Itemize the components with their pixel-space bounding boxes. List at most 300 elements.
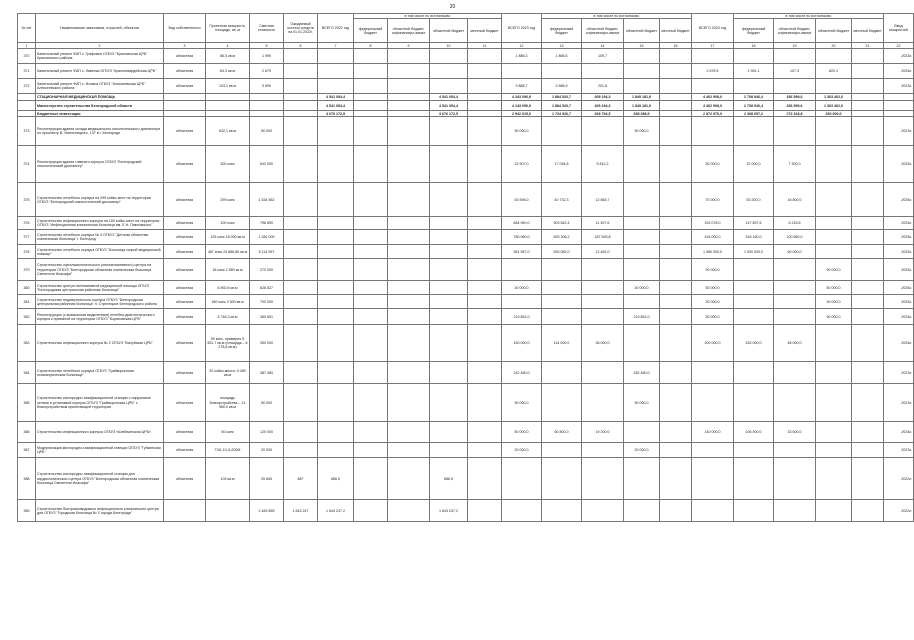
cell-regional-2024 [816,500,852,522]
cell-regional-2023 [624,49,660,64]
cell-total-2023: 150 000,0 [502,325,542,362]
cell-capacity: 50 коек [206,422,250,443]
cell-regional-2022 [430,230,468,245]
cell-federal-2023: 530 082,0 [542,245,582,259]
cell-commissioning-year: 2025г. [884,295,914,309]
cell-total-2023 [502,500,542,522]
header-cell: областной бюджет, софинансиро-вание [582,19,624,43]
cell-capacity: 160 коек 3 500 кв.м [206,295,250,309]
cell-local-2023 [660,245,692,259]
cell-row-number: 379 [18,259,36,281]
cell-regional-2024: 620,1 [816,64,852,79]
table-row [18,281,914,295]
cell-regional-2023: 182 480,0 [624,362,660,384]
cell-regional-2024: 50 000,0 [816,309,852,325]
cell-cofinancing-2024 [774,458,816,500]
cell-total-2022 [318,362,354,384]
cell-regional-2022 [430,79,468,94]
cell-total-2022: 4 541 054,4 [318,101,354,111]
cell-total-2023: 780 960,0 [502,230,542,245]
cell-ownership: областная [164,49,206,64]
cell-federal-2024: 316 160,0 [734,230,774,245]
cell-federal-2023 [542,384,582,422]
cell-federal-2022 [354,458,388,500]
cell-object-name: Строительство офтальмологического (онкопалиативного) центра на территории ОГБУЗ "Белгородская областная клиническая больница Святителя Иоасафа" [36,259,164,281]
cell-cofinancing-2023: 36 000,0 [582,325,624,362]
cell-federal-2024: 106 400,0 [734,422,774,443]
cell-total-2024 [692,500,734,522]
cell-remaining-funds [284,295,318,309]
cell-regional-2022 [430,325,468,362]
cell-regional-2022 [430,362,468,384]
cell-federal-2024: 147 837,6 [734,217,774,230]
header-cell: местный бюджет [468,19,502,43]
table-row [18,325,914,362]
cell-cofinancing-2022 [388,281,430,295]
cell-federal-2023: 1 866,6 [542,49,582,64]
cell-total-2022 [318,325,354,362]
cell-local-2022 [468,384,502,422]
cell-federal-2023 [542,259,582,281]
cell-federal-2022 [354,500,388,522]
cell-federal-2022 [354,384,388,422]
cell-federal-2022 [354,309,388,325]
cell-cofinancing-2023: 5 812,2 [582,146,624,183]
cell-capacity [206,500,250,522]
cell-local-2022 [468,500,502,522]
cell-row-number: 388 [18,458,36,500]
cell-local-2024 [852,325,884,362]
cell-local-2022 [468,79,502,94]
cell-cofinancing-2022 [388,245,430,259]
column-number: 15 [624,43,660,49]
cell-total-2023: 50 000,0 [502,384,542,422]
cell-federal-2022 [354,49,388,64]
cell-ownership: областная [164,325,206,362]
header-cell: ВСЕГО 2024 год [692,14,734,43]
cell-regional-2024: 90 000,0 [816,259,852,281]
cell-regional-2024: 1 363 462,0 [816,101,852,111]
cell-estimated-cost: 1 282 000 [250,230,284,245]
cell-total-2023: 20 000,0 [502,443,542,458]
cell-federal-2024 [734,500,774,522]
cell-total-2023: 219 852,0 [502,309,542,325]
cell-regional-2022 [430,259,468,281]
cell-regional-2024 [816,384,852,422]
cell-ownership: областная [164,458,206,500]
cell-local-2024 [852,458,884,500]
cell-federal-2023: 17 094,8 [542,146,582,183]
cell-total-2024 [692,384,734,422]
cell-regional-2022 [430,217,468,230]
cell-local-2023 [660,259,692,281]
cell-capacity: 632,1 кв.м [206,117,250,146]
cell-total-2023: 4 143 096,9 [502,101,542,111]
cell-capacity: 6 892,6 кв.м [206,281,250,295]
cell-cofinancing-2023 [582,500,624,522]
cell-cofinancing-2022 [388,117,430,146]
cell-federal-2024 [734,443,774,458]
cell-regional-2024 [816,183,852,217]
cell-cofinancing-2024: 60 000,0 [774,245,816,259]
table-row [18,79,914,94]
cell-capacity: 18 коек 2 580 кв.м [206,259,250,281]
cell-federal-2022 [354,217,388,230]
cell-cofinancing-2022 [388,230,430,245]
cell-federal-2022 [354,183,388,217]
cell-cofinancing-2024 [774,117,816,146]
cell-remaining-funds [284,259,318,281]
cell-regional-2023 [624,259,660,281]
cell-ownership: областная [164,295,206,309]
cell-commissioning-year: 2025г. [884,230,914,245]
cell-total-2024: 4 462 908,0 [692,101,734,111]
cell-local-2023 [660,443,692,458]
cell-federal-2023 [542,443,582,458]
cell-local-2023 [660,295,692,309]
cell-cofinancing-2022 [388,422,430,443]
column-number: 18 [734,43,774,49]
column-number: 6 [284,43,318,49]
cell-cofinancing-2023: 12 863,7 [582,183,624,217]
cell-cofinancing-2024: 272 318,8 [774,111,816,117]
cell-commissioning-year: 2024г. [884,64,914,79]
cell-local-2024 [852,64,884,79]
cell-total-2024: 2 872 976,0 [692,111,734,117]
cell-total-2023: 561 567,0 [502,245,542,259]
header-cell: федеральный бюджет [354,19,388,43]
cell-row-number: 370 [18,49,36,64]
cell-federal-2023 [542,458,582,500]
cell-regional-2023: 1 849 181,9 [624,101,660,111]
cell-total-2023 [502,64,542,79]
cell-estimated-cost: 1 534 562 [250,183,284,217]
cell-ownership: областная [164,245,206,259]
cell-cofinancing-2023 [582,117,624,146]
table-row [18,217,914,230]
cell-regional-2024 [816,117,852,146]
cell-commissioning-year: 2023г. [884,443,914,458]
cell-regional-2023 [624,79,660,94]
cell-cofinancing-2023: 187 593,8 [582,230,624,245]
cell-total-2024: 200 000,0 [692,325,734,362]
cell-commissioning-year: 2025г. [884,183,914,217]
column-number: 1 [18,43,36,49]
cell-cofinancing-2022 [388,309,430,325]
cell-object-name: Строительство педиатрического корпуса ОГБУЗ "Белгородская центральная районная больница" п. Стрелецкое Белгородского района [36,295,164,309]
cell-ownership: областная [164,384,206,422]
cell-row-number: 373 [18,117,36,146]
cell-total-2023: 22 907,0 [502,146,542,183]
cell-object-name: Строительство быстровозводимого инфекционного клинического центра для ОГБУЗ "Городская больница № 2 города Белгорода" [36,500,164,522]
cell-regional-2024: 50 000,0 [816,281,852,295]
cell-total-2023: 3 888,7 [502,79,542,94]
cell-object-name: Реконструкция здания главного корпуса ОГБУЗ "Белгородский онкологический диспансер" [36,146,164,183]
cell-cofinancing-2023: 409 194,3 [582,94,624,101]
cell-federal-2024 [734,309,774,325]
cell-regional-2022 [430,64,468,79]
table-header [18,14,914,49]
header-cell: местный бюджет [852,19,884,43]
cell-local-2022 [468,325,502,362]
cell-cofinancing-2023 [582,295,624,309]
cell-cofinancing-2023 [582,384,624,422]
cell-federal-2023 [542,117,582,146]
cell-row-number: 378 [18,245,36,259]
cell-regional-2023 [624,217,660,230]
cell-regional-2024 [816,230,852,245]
cell-capacity: 100 коек [206,217,250,230]
cell-total-2022 [318,281,354,295]
cell-cofinancing-2024: 336 599,6 [774,101,816,111]
cell-local-2022 [468,49,502,64]
cell-total-2022: 1 643 247,2 [318,500,354,522]
cell-cofinancing-2024: 336 599,6 [774,94,816,101]
cell-local-2023 [660,384,692,422]
cell-total-2022 [318,245,354,259]
cell-federal-2024 [734,259,774,281]
table-row [18,146,914,183]
cell-capacity: 300 коек [206,146,250,183]
cell-remaining-funds [284,325,318,362]
cell-cofinancing-2023: 11 397,6 [582,217,624,230]
cell-estimated-cost [250,101,284,111]
cell-regional-2023 [624,146,660,183]
cell-regional-2024 [816,79,852,94]
cell-row-number: 385 [18,384,36,422]
cell-local-2023 [660,458,692,500]
cell-cofinancing-2022 [388,295,430,309]
cell-cofinancing-2024 [774,443,816,458]
cell-regional-2022: 4 541 054,4 [430,101,468,111]
cell-federal-2024 [734,281,774,295]
header-cell: областной бюджет [430,19,468,43]
cell-remaining-funds [284,49,318,64]
cell-remaining-funds: 887 [284,458,318,500]
cell-ownership [164,500,206,522]
cell-regional-2024: 260 000,0 [816,111,852,117]
cell-total-2022 [318,443,354,458]
cell-local-2023 [660,49,692,64]
cell-local-2022 [468,64,502,79]
cell-local-2023 [660,79,692,94]
cell-local-2024 [852,101,884,111]
header-cell: областной бюджет, софинансиро-вание [774,19,816,43]
cell-ownership: областная [164,422,206,443]
cell-total-2022 [318,183,354,217]
cell-total-2022: 3 676 172,5 [318,111,354,117]
header-cell: Ввод мощностей [884,14,914,43]
cell-regional-2024 [816,422,852,443]
cell-cofinancing-2023 [582,309,624,325]
cell-cofinancing-2024 [774,500,816,522]
cell-federal-2022 [354,94,388,101]
cell-total-2023 [502,259,542,281]
cell-federal-2023: 40 732,3 [542,183,582,217]
header-cell: федеральный бюджет [542,19,582,43]
cell-federal-2024: 1 900 000,0 [734,245,774,259]
cell-regional-2024 [816,443,852,458]
cell-cofinancing-2024: 16 800,0 [774,183,816,217]
cell-capacity: 103 кв.м [206,458,250,500]
cell-remaining-funds [284,281,318,295]
cell-estimated-cost: 50 000 [250,117,284,146]
header-cell: ВСЕГО 2022 год [318,14,354,43]
cell-cofinancing-2022 [388,500,430,522]
cell-total-2022 [318,384,354,422]
cell-commissioning-year [884,101,914,111]
cell-local-2022 [468,362,502,384]
cell-object-name: СТАЦИОНАРНАЯ МЕДИЦИНСКАЯ ПОМОЩЬ [36,94,164,101]
page-number: 20 [449,4,456,10]
cell-total-2022 [318,422,354,443]
cell-row-number: 387 [18,443,36,458]
cell-regional-2024 [816,325,852,362]
cell-cofinancing-2023 [582,281,624,295]
cell-row-number: 377 [18,230,36,245]
cell-capacity: 299 коек [206,183,250,217]
cell-total-2024: 70 000,0 [692,183,734,217]
cell-regional-2022 [430,245,468,259]
cell-regional-2024 [816,217,852,230]
cell-estimated-cost: 1 990 [250,49,284,64]
cell-estimated-cost: 387 489 [250,362,284,384]
cell-capacity: 487 коек 24 688,85 кв.м [206,245,250,259]
column-number: 5 [250,43,284,49]
header-cell: федеральный бюджет [734,19,774,43]
cell-cofinancing-2022 [388,79,430,94]
cell-capacity [206,101,250,111]
cell-regional-2022: 3 676 172,5 [430,111,468,117]
cell-federal-2023 [542,295,582,309]
table-row [18,422,914,443]
cell-estimated-cost: 626 527 [250,281,284,295]
cell-federal-2022 [354,146,388,183]
cell-total-2023: 50 000,0 [502,422,542,443]
cell-total-2024: 50 000,0 [692,309,734,325]
table-row [18,245,914,259]
cell-total-2022 [318,309,354,325]
header-cell: № п/п [18,14,36,43]
cell-local-2024 [852,94,884,101]
cell-cofinancing-2022 [388,94,430,101]
table-row [18,309,914,325]
cell-regional-2024 [816,146,852,183]
table-row [18,94,914,101]
cell-cofinancing-2024 [774,295,816,309]
cell-row-number [18,101,36,111]
cell-federal-2022 [354,64,388,79]
cell-commissioning-year: 2025г. [884,281,914,295]
cell-object-name: Строительство инфекционного корпуса № 2 ОГБУЗ "Валуйская ЦРБ" [36,325,164,362]
cell-cofinancing-2023: 409 194,3 [582,101,624,111]
cell-commissioning-year: 2025г. [884,245,914,259]
cell-total-2023 [502,295,542,309]
cell-regional-2024 [816,458,852,500]
cell-estimated-cost: 120 000 [250,422,284,443]
cell-object-name: Бюджетные инвестиции [36,111,164,117]
cell-cofinancing-2024: 48 000,0 [774,325,816,362]
cell-local-2023 [660,362,692,384]
cell-federal-2023: 3 586,9 [542,79,582,94]
cell-object-name: Реконструкция (с возможным выделением) лечебно-диагностического корпуса к приемной на территории ОГБУЗ "Борисовская ЦРБ" [36,309,164,325]
cell-row-number: 389 [18,500,36,522]
header-cell: местный бюджет [660,19,692,43]
cell-remaining-funds: 1 643 247 [284,500,318,522]
cell-total-2022 [318,49,354,64]
header-group: в том числе по источникам: [542,14,692,19]
cell-total-2024 [692,79,734,94]
cell-cofinancing-2024: 6 216,6 [774,217,816,230]
cell-local-2023 [660,230,692,245]
header-cell: ВСЕГО 2023 год [502,14,542,43]
cell-regional-2023 [624,325,660,362]
cell-total-2024 [692,362,734,384]
cell-total-2023: 50 000,0 [502,117,542,146]
cell-federal-2022 [354,230,388,245]
cell-estimated-cost: 5 114 997 [250,245,284,259]
cell-federal-2022 [354,443,388,458]
cell-regional-2022: 686,5 [430,458,468,500]
cell-object-name: Строительство инфекционного корпуса ОГБУЗ «Шебекинская ЦРБ» [36,422,164,443]
cell-total-2022 [318,146,354,183]
cell-commissioning-year: 2023г. [884,362,914,384]
cell-capacity: 103,1 кв.м [206,79,250,94]
cell-remaining-funds [284,362,318,384]
cell-total-2022: 686,5 [318,458,354,500]
cell-remaining-funds [284,443,318,458]
cell-federal-2024: 2 308 657,2 [734,111,774,117]
cell-regional-2023 [624,230,660,245]
cell-capacity: 86,5 кв.м [206,49,250,64]
cell-local-2022 [468,458,502,500]
cell-remaining-funds [284,146,318,183]
cell-local-2023 [660,281,692,295]
cell-estimated-cost: 2 679 [250,64,284,79]
table-row [18,49,914,64]
cell-regional-2022 [430,117,468,146]
table-row [18,458,914,500]
table-row [18,183,914,217]
column-number: 9 [388,43,430,49]
cell-federal-2024 [734,79,774,94]
cell-local-2024 [852,500,884,522]
cell-cofinancing-2022 [388,217,430,230]
cell-total-2023: 242 480,0 [502,362,542,384]
cell-federal-2023 [542,281,582,295]
cell-ownership: областная [164,259,206,281]
cell-federal-2023: 1 734 926,7 [542,111,582,117]
column-number: 17 [692,43,734,49]
cell-row-number: 386 [18,422,36,443]
cell-cofinancing-2024 [774,281,816,295]
cell-total-2024: 4 462 908,0 [692,94,734,101]
cell-ownership: областная [164,217,206,230]
cell-regional-2023: 1 849 181,9 [624,94,660,101]
cell-remaining-funds [284,79,318,94]
cell-cofinancing-2023 [582,64,624,79]
cell-cofinancing-2022 [388,49,430,64]
cell-local-2024 [852,259,884,281]
cell-federal-2024 [734,49,774,64]
cell-regional-2023: 20 000,0 [624,443,660,458]
cell-cofinancing-2023 [582,259,624,281]
column-number: 2 [36,43,164,49]
cell-estimated-cost [250,94,284,101]
cell-local-2024 [852,217,884,230]
cell-ownership: областная [164,117,206,146]
cell-capacity: площадь благоустройства – 13 960,0 кв.м [206,384,250,422]
